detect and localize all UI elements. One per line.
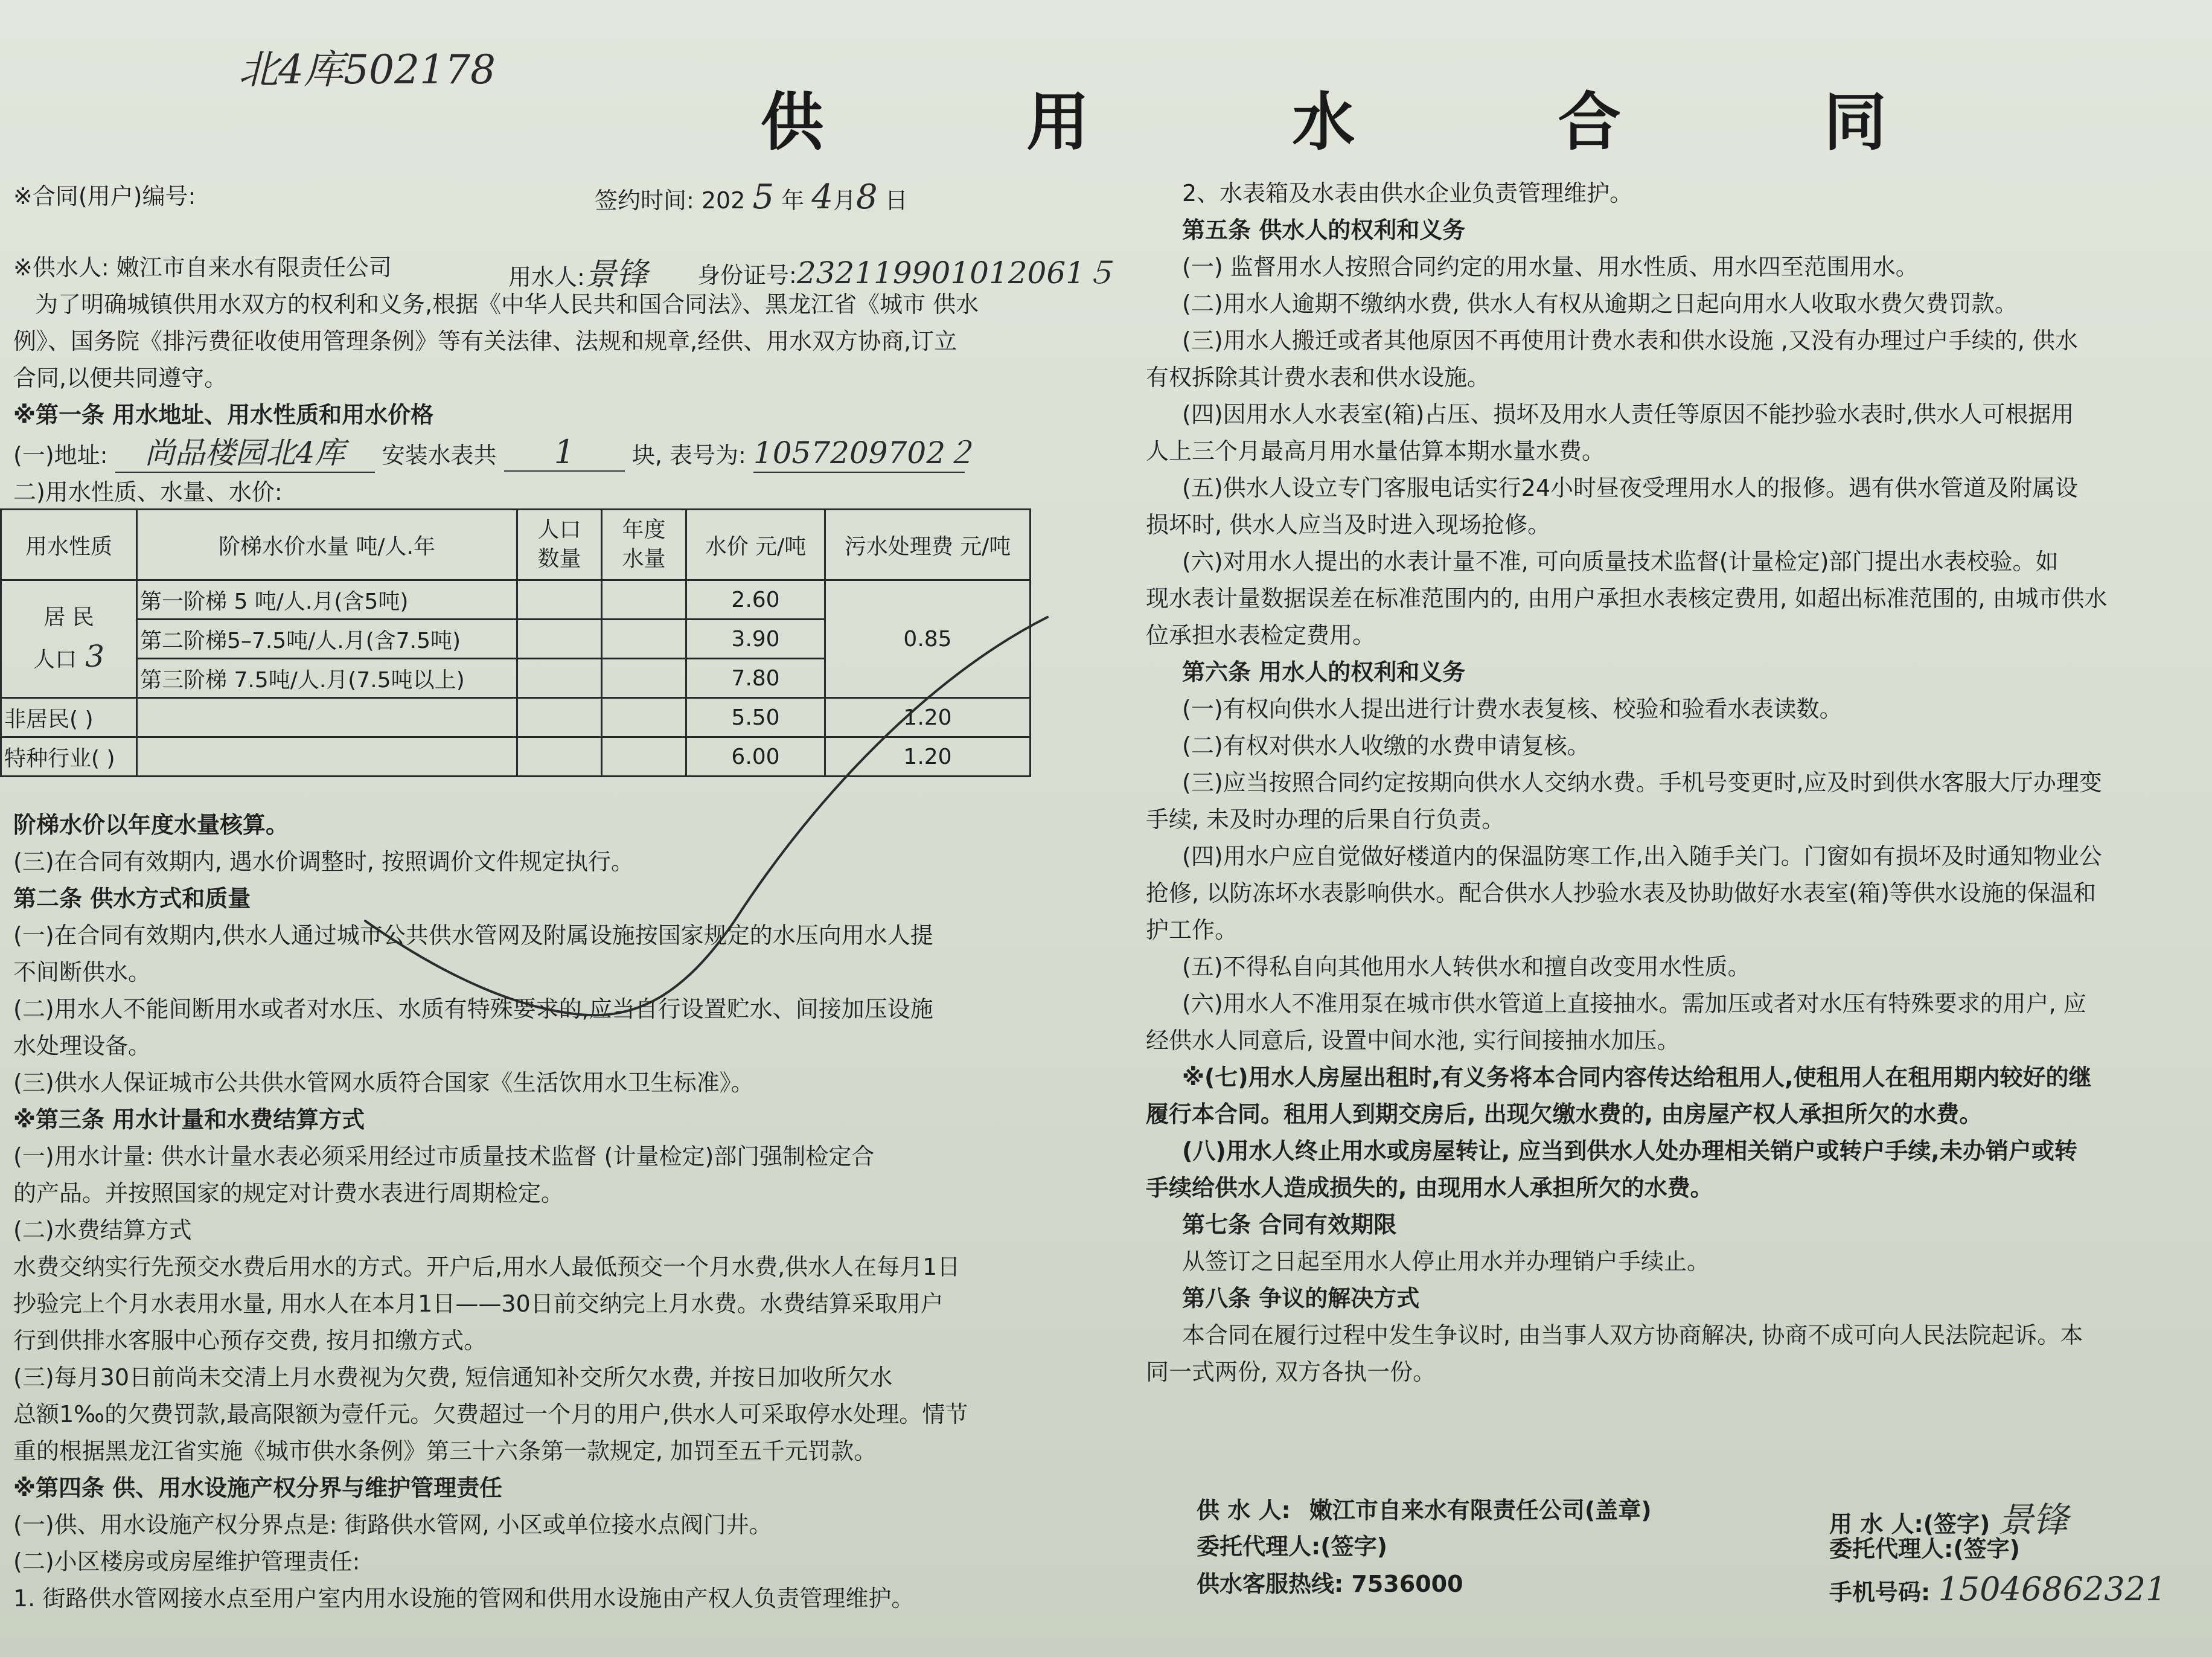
date-year-handwritten: 5 (752, 178, 775, 217)
clause-line: (一)供、用水设施产权分界点是: 街路供水管网, 小区或单位接水点阀门井。 (13, 1511, 772, 1538)
clause-line: 护工作。 (1146, 917, 1238, 943)
clause-line: 有权拆除其计费水表和供水设施。 (1146, 364, 1491, 391)
special-industry-price: 6.00 (686, 737, 825, 777)
supplier-signature-line (1197, 1492, 1652, 1525)
article-heading: 第六条 用水人的权利和义务 (1182, 659, 1466, 685)
clause-line: (五)不得私自向其他用水人转供水和擅自改变用水性质。 (1182, 953, 1751, 980)
special-industry-sewage-fee: 1.20 (825, 737, 1031, 777)
clause-line: 水处理设备。 (13, 1033, 152, 1059)
tier-label: 第二阶梯5–7.5吨/人.月(含7.5吨) (137, 620, 517, 659)
article-heading: 履行本合同。租用人到期交房后, 出现欠缴水费的, 由房屋产权人承担所欠的水费。 (1146, 1101, 1983, 1127)
user-signature-label: 用 水 人:(签字) (1829, 1511, 1990, 1537)
article-heading: 第二条 供水方式和质量 (13, 885, 251, 912)
supplier-agent-line: 委托代理人:(签字) (1197, 1533, 1387, 1560)
meter-unit-label: 块, 表号为: (631, 442, 746, 469)
clause-line: 水费交纳实行先预交水费后用水的方式。开户后,用水人最低预交一个月水费,供水人在每月1日 (13, 1254, 961, 1280)
clause-line: 本合同在履行过程中发生争议时, 由当事人双方协商解决, 协商不成可向人民法院起诉。本 (1182, 1322, 2083, 1348)
user-agent-line: 委托代理人:(签字) (1829, 1536, 2020, 1562)
clause-line: (三)在合同有效期内, 遇水价调整时, 按照调价文件规定执行。 (13, 848, 634, 875)
rate-section-label: 二)用水性质、水量、水价: (13, 479, 283, 505)
supplier-line: ※供水人: 嫩江市自来水有限责任公司 (13, 254, 392, 281)
meter-count-handwritten: 1 (504, 434, 625, 472)
phone-label: 手机号码: (1829, 1579, 1931, 1606)
clause-line: 现水表计量数据误差在标准范围内的, 由用户承担水表核定费用, 如超出标准范围的, 由城市供水 (1146, 585, 2108, 612)
clause-line: (六)对用水人提出的水表计量不准, 可向质量技术监督(计量检定)部门提出水表校验。如 (1182, 548, 2059, 575)
clause-line: 2、水表箱及水表由供水企业负责管理维护。 (1182, 180, 1633, 207)
phone-line (1829, 1570, 2166, 1608)
service-hotline: 供水客服热线: 7536000 (1197, 1571, 1463, 1597)
clause-line: (二)用水人不能间断用水或者对水压、水质有特殊要求的,应当自行设置贮水、间接加压设施 (13, 996, 933, 1022)
clause-line: (五)供水人设立专门客服电话实行24小时昼夜受理用水人的报修。遇有供水管道及附属设 (1182, 475, 2079, 501)
clause-line: 不间断供水。 (13, 959, 152, 986)
clause-line: 重的根据黑龙江省实施《城市供水条例》第三十六条第一款规定, 加罚至五千元罚款。 (13, 1438, 877, 1464)
intro-line: 为了明确城镇供用水双方的权利和义务,根据《中华人民共和国合同法》、黑龙江省《城市 供水 (35, 291, 979, 318)
clause-line: (二)有权对供水人收缴的水费申请复核。 (1182, 732, 1590, 759)
clause-line: 从签订之日起至用水人停止用水并办理销户手续止。 (1182, 1248, 1710, 1275)
article-heading: 手续给供水人造成损失的, 由现用水人承担所欠的水费。 (1146, 1175, 1713, 1201)
header-cell: 水价 元/吨 (686, 510, 825, 580)
date-month-handwritten: 4 (811, 178, 833, 217)
non-resident-sewage-fee: 1.20 (825, 698, 1031, 737)
clause-line: 经供水人同意后, 设置中间水池, 实行间接抽水加压。 (1146, 1027, 1680, 1054)
clause-line: (四)因用水人水表室(箱)占压、损坏及用水人责任等原因不能抄验水表时,供水人可根据用 (1182, 401, 2074, 428)
article-heading: ※(七)用水人房屋出租时,有义务将本合同内容传达给租用人,使租用人在租用期内较好的继 (1182, 1064, 2092, 1091)
article-heading: 第五条 供水人的权利和义务 (1182, 217, 1466, 243)
clause-line: (二)用水人逾期不缴纳水费, 供水人有权从逾期之日起向用水人收取水费欠费罚款。 (1182, 290, 2018, 317)
id-number-handwritten: 232119901012061５ (796, 255, 1115, 290)
supplier-signature-label: 供 水 人: (1197, 1497, 1291, 1524)
phone-number-handwritten: 15046862321 (1938, 1570, 2167, 1608)
header-cell: 污水处理费 元/吨 (825, 510, 1031, 580)
special-industry-label: 特种行业( ) (1, 737, 137, 777)
clause-line: 同一式两份, 双方各执一份。 (1146, 1359, 1436, 1385)
user-label: 用水人: (508, 264, 585, 290)
clause-line: (一)用水计量: 供水计量水表必须采用经过市质量技术监督 (计量检定)部门强制检定合 (13, 1143, 875, 1170)
clause-line: (一) 监督用水人按照合同约定的用水量、用水性质、用水四至范围用水。 (1182, 254, 1919, 280)
tier-label: 第三阶梯 7.5吨/人.月(7.5吨以上) (137, 659, 517, 698)
supplier-signature-value: 嫩江市自来水有限责任公司(盖章) (1309, 1497, 1652, 1524)
clause-line: (三)每月30日前尚未交清上月水费视为欠费, 短信通知补交所欠水费, 并按日加收所欠水 (13, 1364, 893, 1391)
article-1-heading: ※第一条 用水地址、用水性质和用水价格 (13, 402, 434, 428)
intro-line: 例》、国务院《排污费征收使用管理条例》等有关法律、法规和规章,经供、用水双方协商,订立 (13, 328, 957, 354)
clause-line: (六)用水人不准用泵在城市供水管道上直接抽水。需加压或者对水压有特殊要求的用户, 应 (1182, 990, 2086, 1017)
clause-line: 1. 街路供水管网接水点至用户室内用水设施的管网和供用水设施由产权人负责管理维护。 (13, 1585, 915, 1612)
tier-price: 7.80 (686, 659, 825, 698)
contract-number-label: ※合同(用户)编号: (13, 183, 196, 210)
article-heading: (八)用水人终止用水或房屋转让, 应当到供水人处办理相关销户或转户手续,未办销户或转 (1182, 1138, 2077, 1164)
resident-sewage-fee: 0.85 (825, 580, 1031, 698)
tier-price: 2.60 (686, 580, 825, 620)
non-resident-price: 5.50 (686, 698, 825, 737)
article-heading: ※第四条 供、用水设施产权分界与维护管理责任 (13, 1475, 503, 1501)
handwritten-reference-number: 北4库502178 (238, 46, 496, 93)
tier-price: 3.90 (686, 620, 825, 659)
user-name-handwritten: 景锋 (584, 257, 648, 293)
clause-line: 人上三个月最高月用水量估算本期水量水费。 (1146, 438, 1605, 464)
intro-line: 合同,以便共同遵守。 (13, 365, 228, 391)
address-value-handwritten: 尚品楼园北4库 (115, 435, 375, 473)
user-signature-handwritten: 景锋 (1998, 1499, 2068, 1540)
meter-label: 安装水表共 (382, 442, 497, 469)
date-day-handwritten: 8 (856, 178, 878, 217)
date-year-suffix: 年 (781, 187, 805, 214)
clause-line: (三)用水人搬迁或者其他原因不再使用计费水表和供水设施 ,又没有办理过户手续的, 供水 (1182, 327, 2078, 354)
id-label: 身份证号: (697, 262, 797, 289)
clause-line: (一)有权向供水人提出进行计费水表复核、校验和验看水表读数。 (1182, 696, 1843, 722)
clause-line: (一)在合同有效期内,供水人通过城市公共供水管网及附属设施按国家规定的水压向用水人提 (13, 922, 933, 949)
clause-line: (二)小区楼房或房屋维护管理责任: (13, 1548, 360, 1575)
header-cell: 人口 数量 (517, 510, 602, 580)
article-heading: ※第三条 用水计量和水费结算方式 (13, 1106, 365, 1133)
date-month-suffix: 月 (833, 187, 857, 214)
article-heading: 第七条 合同有效期限 (1182, 1211, 1397, 1238)
clause-line: (二)水费结算方式 (13, 1217, 192, 1243)
tier-label: 第一阶梯 5 吨/人.月(含5吨) (137, 580, 517, 620)
clause-line: 总额1‰的欠费罚款,最高限额为壹仟元。欠费超过一个月的用户,供水人可采取停水处理。情节 (13, 1401, 968, 1428)
address-label: (一)地址: (13, 442, 108, 469)
header-cell: 年度 水量 (602, 510, 686, 580)
page-title: 供 用 水 合 同 (761, 85, 1977, 159)
clause-line: 抄验完上个月水表用水量, 用水人在本月1日——30日前交纳完上月水费。水费结算采取用户 (13, 1290, 944, 1317)
meter-number-handwritten: 1057209702２ (753, 435, 965, 473)
header-cell: 阶梯水价水量 吨/人.年 (137, 510, 517, 580)
clause-line: 损坏时, 供水人应当及时进入现场抢修。 (1146, 511, 1551, 538)
resident-label: 居 民 (43, 605, 94, 630)
clause-line: (四)用水户应自觉做好楼道内的保温防寒工作,出入随手关门。门窗如有损坏及时通知物业公 (1182, 843, 2102, 870)
article-heading: 第八条 争议的解决方式 (1182, 1285, 1420, 1312)
clause-line: 手续, 未及时办理的后果自行负责。 (1146, 806, 1505, 833)
non-resident-label: 非居民( ) (1, 698, 137, 737)
resident-population-handwritten: 3 (85, 639, 104, 674)
clause-line: 位承担水表检定费用。 (1146, 622, 1376, 649)
clause-line: 的产品。并按照国家的规定对计费水表进行周期检定。 (13, 1180, 564, 1207)
date-day-suffix: 日 (884, 187, 908, 214)
header-cell: 用水性质 (1, 510, 137, 580)
article-heading: 阶梯水价以年度水量核算。 (13, 812, 289, 838)
clause-line: (三)应当按照合同约定按期向供水人交纳水费。手机号变更时,应及时到供水客服大厅办理变 (1182, 769, 2102, 796)
resident-population-label: 人口 (33, 647, 77, 672)
clause-line: 抢修, 以防冻坏水表影响供水。配合供水人抄验水表及协助做好水表室(箱)等供水设施的保温和 (1146, 880, 2096, 906)
clause-line: (三)供水人保证城市公共供水管网水质符合国家《生活饮用水卫生标准》。 (13, 1069, 754, 1096)
clause-line: 行到供排水客服中心预存交费, 按月扣缴方式。 (13, 1327, 487, 1354)
date-label: 签约时间: 202 (595, 187, 746, 214)
